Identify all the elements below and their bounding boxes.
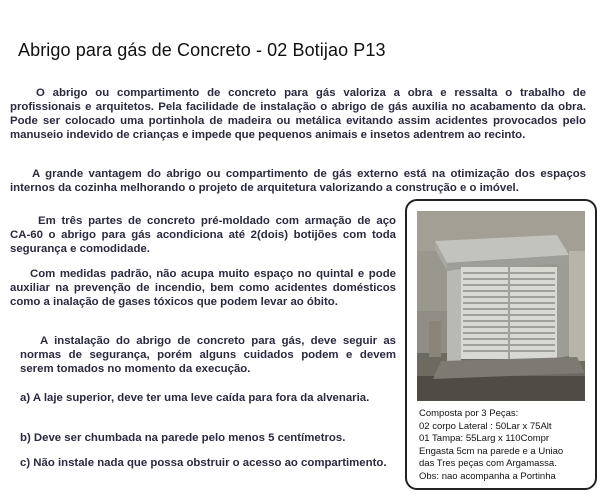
gas-shelter-photo xyxy=(417,211,585,401)
caption-line: Obs: nao acompanha a Portinha xyxy=(419,470,556,482)
list-item-b: b) Deve ser chumbada na parede pelo menos 5 centímetros. xyxy=(20,432,346,444)
paragraph-intro: O abrigo ou compartimento de concreto para gás valoriza a obra e ressalta o trabalho de profissionais e arquitetos. Pela facilidade de instalação o abrigo de gás auxilia no acabamento da obra. Pode ser colocado uma portinhola de madeira ou metálica evitando assim acidentes provocados pelo manuseio indevido de crianças e impede que pequenos animais e insetos adentrem ao recinto. xyxy=(10,87,586,141)
caption-line: Engasta 5cm na parede e a Uniao xyxy=(419,445,564,457)
list-item-a: a) A laje superior, deve ter uma leve caída para fora da alvenaria. xyxy=(20,392,370,404)
paragraph-installation: A instalação do abrigo de concreto para gás, deve seguir as normas de segurança, porém alguns cuidados podem e devem serem tomados no momento da execução. xyxy=(20,335,396,375)
paragraph-parts: Em três partes de concreto pré-moldado com armação de aço CA-60 o abrigo para gás acondiciona até 2(dois) botijões com toda segurança e comodidade. xyxy=(10,215,396,255)
caption-line: 02 corpo Lateral : 50Lar x 75Alt xyxy=(419,420,552,432)
paragraph-measures: Com medidas padrão, não acupa muito espaço no quintal e pode auxiliar na prevenção de incendio, bem como acidentes domésticos como a inalação de gases tóxicos que podem levar ao óbito. xyxy=(10,268,396,308)
caption-line: 01 Tampa: 55Larg x 110Compr xyxy=(419,433,550,445)
caption-line: das Tres peças com Argamassa. xyxy=(419,458,557,470)
list-item-c: c) Não instale nada que possa obstruir o acesso ao compartimento. xyxy=(20,457,387,469)
paragraph-advantage: A grande vantagem do abrigo ou compartimento de gás externo está na otimização dos espaços internos da cozinha melhorando o projeto de arquitetura valorizando a construção e o imóvel. xyxy=(10,168,586,194)
caption-line: Composta por 3 Peças: xyxy=(419,408,519,419)
product-caption xyxy=(419,408,595,484)
product-photo-box xyxy=(405,199,597,490)
page-title: Abrigo para gás de Concreto - 02 Botijao P13 xyxy=(18,40,386,60)
